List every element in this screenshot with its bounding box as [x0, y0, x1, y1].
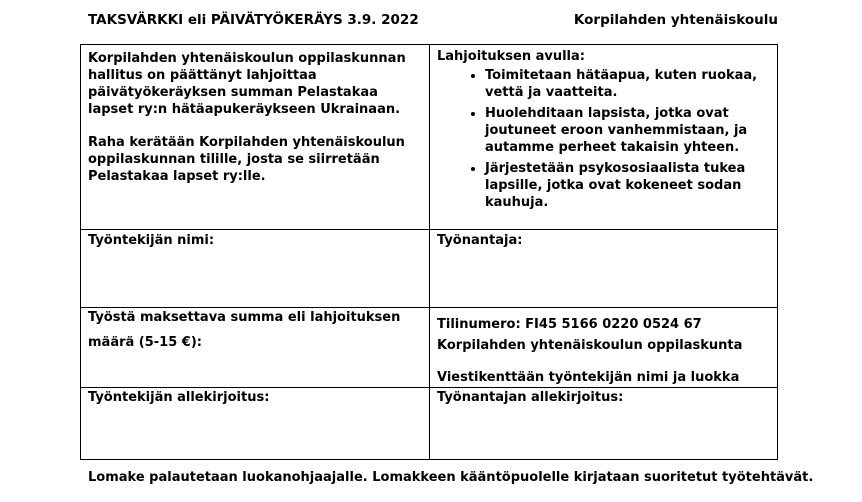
footer-note: Lomake palautetaan luokanohjaajalle. Lomakkeen kääntöpuolelle kirjataan suoritetut työtehtävät.	[88, 470, 814, 485]
employer-signature-field[interactable]	[437, 389, 772, 406]
donation-info	[437, 48, 772, 215]
account-number: Tilinumero: FI45 5166 0220 0524 67	[437, 317, 702, 332]
payment-info	[437, 316, 772, 386]
worker-signature-label: Työntekijän allekirjoitus:	[88, 390, 270, 405]
donation-list	[437, 67, 772, 211]
amount-label-line1: Työstä maksettava summa eli lahjoituksen	[88, 310, 401, 325]
worker-name-label: Työntekijän nimi:	[88, 233, 215, 248]
row-divider-3	[81, 387, 777, 388]
donation-bullet: • Järjestetään psykososiaalista tukea lapsille, jotka ovat kokeneet sodan kauhuja.	[485, 160, 772, 211]
row-divider-2	[81, 307, 777, 308]
intro-paragraph-1: Korpilahden yhtenäiskoulun oppilaskunnan hallitus on päättänyt lahjoittaa päivätyökeräyksen summan Pelastakaa lapset ry:n hätäapukeräykseen Ukrainaan.	[88, 51, 406, 117]
employer-field[interactable]	[437, 232, 772, 249]
column-divider	[429, 45, 430, 459]
form-grid	[80, 44, 778, 460]
school-name: Korpilahden yhtenäiskoulu	[573, 12, 778, 28]
donation-bullet: • Huolehditaan lapsista, jotka ovat joutuneet eroon vanhemmistaan, ja autamme perheet takaisin yhteen.	[485, 105, 772, 156]
donation-heading: Lahjoituksen avulla:	[437, 49, 585, 64]
worker-name-field[interactable]	[88, 232, 423, 249]
employer-signature-label: Työnantajan allekirjoitus:	[437, 390, 624, 405]
intro-text	[88, 50, 423, 185]
worker-signature-field[interactable]	[88, 389, 423, 406]
account-recipient: Korpilahden yhtenäiskoulun oppilaskunta	[437, 338, 743, 353]
intro-paragraph-2: Raha kerätään Korpilahden yhtenäiskoulun oppilaskunnan tilille, josta se siirretään Pelastakaa lapset ry:lle.	[88, 135, 405, 184]
amount-label-line2: määrä (5-15 €):	[88, 335, 202, 350]
form-title: TAKSVÄRKKI eli PÄIVÄTYÖKERÄYS 3.9. 2022	[88, 12, 419, 28]
payment-message: Viestikenttään työntekijän nimi ja luokka	[437, 370, 740, 385]
donation-bullet: • Toimitetaan hätäapua, kuten ruokaa, vettä ja vaatteita.	[485, 67, 772, 101]
row-divider-1	[81, 229, 777, 230]
employer-label: Työnantaja:	[437, 233, 523, 248]
amount-field[interactable]	[88, 309, 423, 351]
